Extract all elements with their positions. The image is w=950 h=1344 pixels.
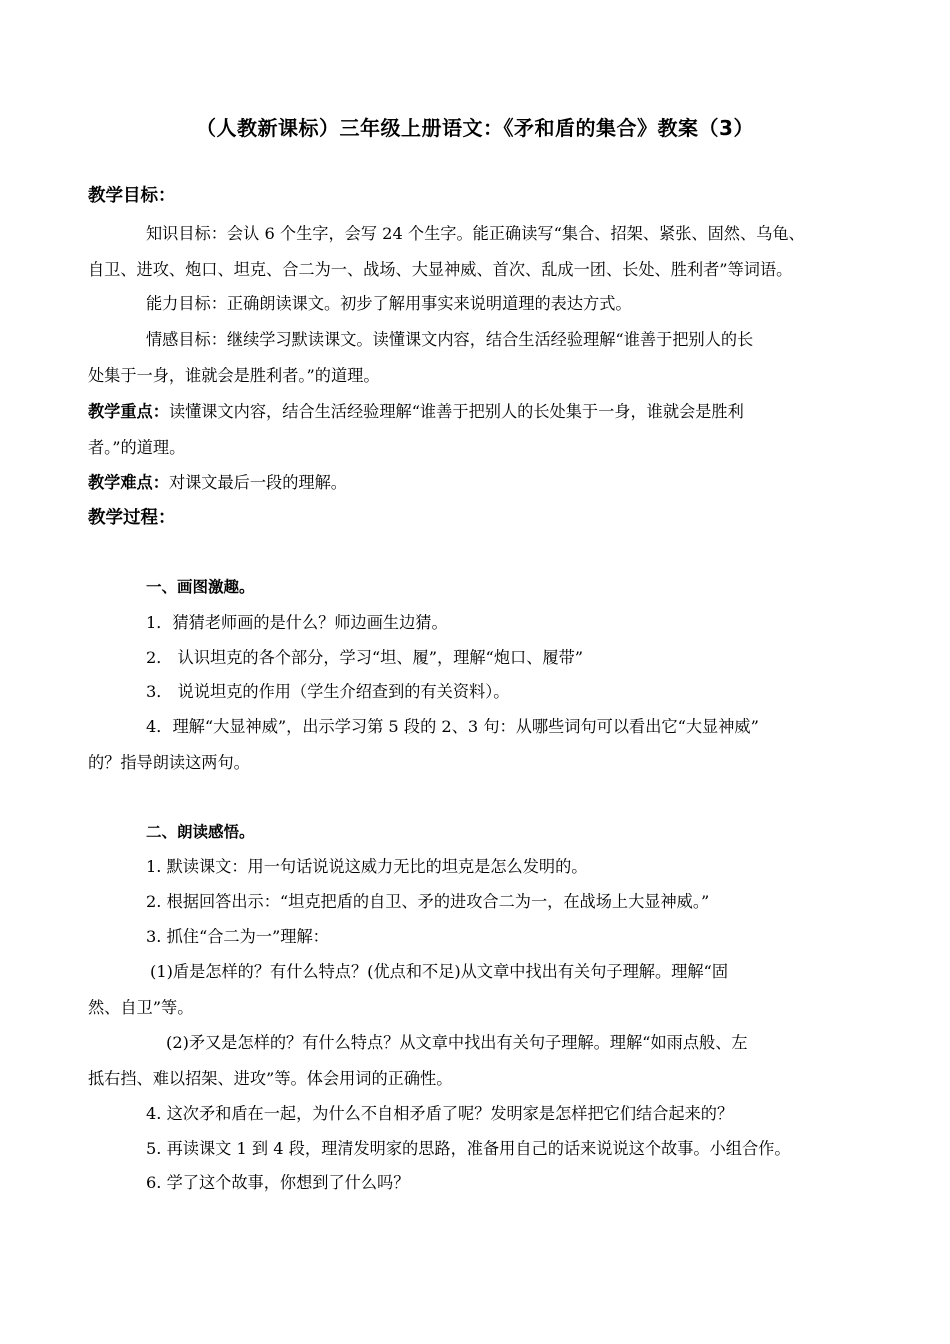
section2-sub2-line-1: (2)矛又是怎样的？有什么特点？从文章中找出有关句子理解。理解“如雨点般、左 [166,1033,748,1052]
section2-item-1: 1. 默读课文：用一句话说说这威力无比的坦克是怎么发明的。 [146,857,588,876]
objectives-heading: 教学目标： [88,186,176,206]
emotion-objective-line-1: 情感目标：继续学习默读课文。读懂课文内容，结合生活经验理解“谁善于把别人的长 [146,330,754,349]
process-heading: 教学过程： [88,508,176,528]
document-title: （人教新课标）三年级上册语文：《矛和盾的集合》教案（3） [196,116,754,140]
section2-item-6: 6. 学了这个故事，你想到了什么吗？ [146,1173,410,1192]
section2-heading: 二、朗读感悟。 [146,823,255,841]
section2-sub1-line-1: (1)盾是怎样的？有什么特点？(优点和不足)从文章中找出有关句子理解。理解“固 [150,962,729,981]
key-point-text: 读懂课文内容，结合生活经验理解“谁善于把别人的长处集于一身，谁就会是胜利 [168,402,744,421]
emotion-objective-line-2: 处集于一身，谁就会是胜利者。”的道理。 [88,366,380,385]
difficulty-label: 教学难点： [88,473,169,492]
section2-sub1-line-2: 然、自卫”等。 [88,998,194,1017]
section1-heading: 一、画图激趣。 [146,578,255,596]
key-point-label: 教学重点： [88,402,169,421]
knowledge-objective-line-1: 知识目标：会认 6 个生字，会写 24 个生字。能正确读写“集合、招架、紧张、固然、乌龟、 [146,224,805,243]
section1-item-3: 3． 说说坦克的作用（学生介绍查到的有关资料）。 [146,682,510,701]
difficulty-text: 对课文最后一段的理解。 [168,473,347,492]
section1-item-4-cont: 的？指导朗读这两句。 [88,753,250,772]
section2-item-2: 2. 根据回答出示：“坦克把盾的自卫、矛的进攻合二为一，在战场上大显神威。” [146,892,710,911]
section1-item-4: 4．理解“大显神威”，出示学习第 5 段的 2、3 句：从哪些词句可以看出它“大显神威” [146,717,759,736]
section2-item-4: 4. 这次矛和盾在一起，为什么不自相矛盾了呢？发明家是怎样把它们结合起来的？ [146,1104,734,1123]
ability-objective: 能力目标：正确朗读课文。初步了解用事实来说明道理的表达方式。 [146,294,632,313]
section1-item-1: 1．猜猜老师画的是什么？师边画生边猜。 [146,613,448,632]
key-point-line-2: 者。”的道理。 [88,438,186,457]
knowledge-objective-line-2: 自卫、进攻、炮口、坦克、合二为一、战场、大显神威、首次、乱成一团、长处、胜利者”等词语。 [88,260,793,279]
section2-item-5: 5. 再读课文 1 到 4 段，理清发明家的思路，准备用自己的话来说说这个故事。小组合作。 [146,1139,791,1158]
section1-item-2: 2． 认识坦克的各个部分，学习“坦、履”，理解“炮口、履带” [146,648,584,667]
section2-sub2-line-2: 抵右挡、难以招架、进攻”等。体会用词的正确性。 [88,1069,453,1088]
section2-item-3: 3. 抓住“合二为一”理解： [146,927,329,946]
difficulty-line [88,475,347,491]
key-point-line-1 [88,404,744,420]
